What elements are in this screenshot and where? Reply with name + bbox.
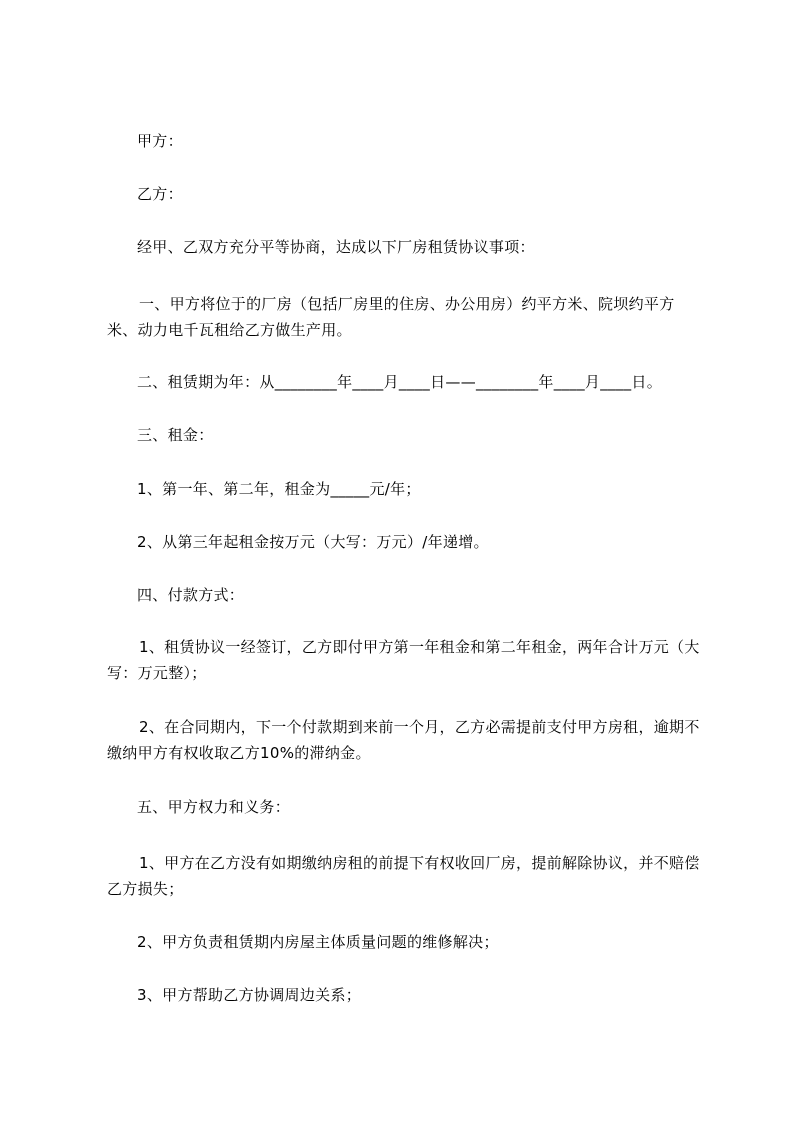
clause-3-heading: 三、租金： (137, 426, 214, 444)
clause-5-item-3: 3、甲方帮助乙方协调周边关系； (137, 986, 362, 1004)
clause-4-heading: 四、付款方式： (137, 586, 245, 604)
clause-5-item-2: 2、甲方负责租赁期内房屋主体质量问题的维修解决； (137, 933, 499, 951)
clause-4-item-1: 1、租赁协议一经签订，乙方即付甲方第一年租金和第二年租金，两年合计万元（大写：万元整）； (107, 638, 700, 682)
clause-5-item-1: 1、甲方在乙方没有如期缴纳房租的前提下有权收回厂房，提前解除协议，并不赔偿乙方损失； (107, 854, 700, 898)
party-b-label: 乙方： (137, 185, 183, 203)
party-a-label: 甲方： (137, 132, 183, 150)
clause-1-premises: 一、甲方将位于的厂房（包括厂房里的住房、办公用房）约平方米、院坝约平方米、动力电千瓦租给乙方做生产用。 (107, 295, 675, 339)
clause-5-heading: 五、甲方权力和义务： (137, 798, 291, 816)
clause-3-item-1: 1、第一年、第二年，租金为_____元/年； (137, 480, 421, 498)
clause-3-item-2: 2、从第三年起租金按万元（大写：万元）/年递增。 (137, 533, 489, 551)
agreement-intro: 经甲、乙双方充分平等协商，达成以下厂房租赁协议事项： (137, 238, 535, 256)
clause-4-item-2: 2、在合同期内，下一个付款期到来前一个月，乙方必需提前支付甲方房租，逾期不缴纳甲方有权收取乙方10%的滞纳金。 (107, 718, 700, 762)
clause-2-lease-term: 二、租赁期为年：从________年____月____日——________年____月____日。 (137, 373, 663, 391)
